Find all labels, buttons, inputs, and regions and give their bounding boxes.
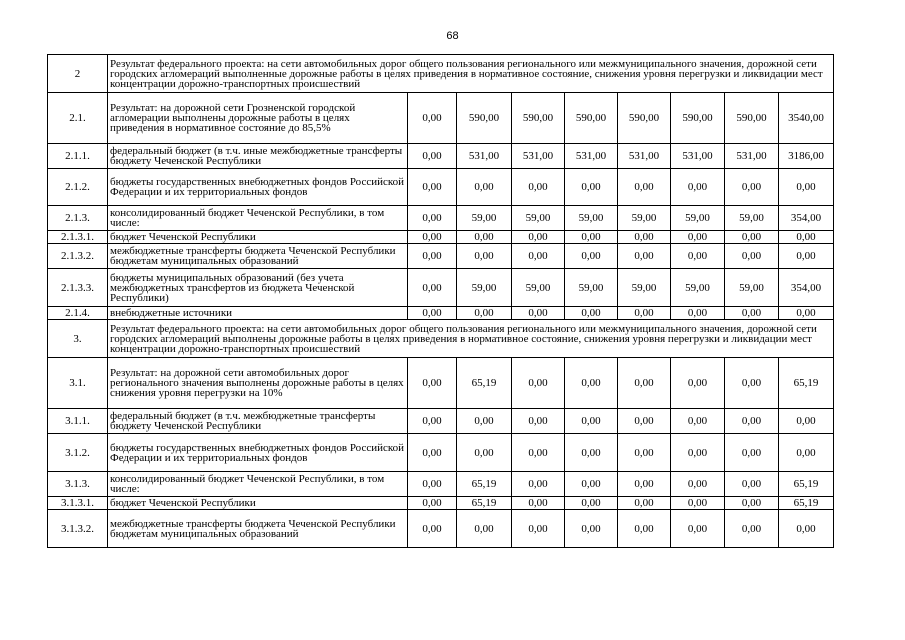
total-cell: 354,00: [779, 269, 834, 307]
value-cell: 0,00: [457, 409, 512, 434]
value-cell: 590,00: [457, 93, 512, 144]
row-code: 3.1.3.: [48, 472, 108, 497]
value-cell: 0,00: [408, 269, 457, 307]
value-cell: 0,00: [671, 472, 725, 497]
value-cell: 590,00: [671, 93, 725, 144]
row-code: 2.1.2.: [48, 169, 108, 206]
value-cell: 590,00: [618, 93, 671, 144]
value-cell: 0,00: [618, 497, 671, 510]
row-name: бюджеты муниципальных образований (без учета межбюджетных трансфертов из бюджета Чеченской Республики): [108, 269, 408, 307]
row-name: бюджет Чеченской Республики: [108, 231, 408, 244]
value-cell: 0,00: [565, 358, 618, 409]
value-cell: 0,00: [512, 472, 565, 497]
value-cell: 0,00: [565, 409, 618, 434]
value-cell: 0,00: [512, 169, 565, 206]
row-code: 2.1.3.1.: [48, 231, 108, 244]
value-cell: 0,00: [671, 231, 725, 244]
row-name: Результат: на дорожной сети автомобильных дорог регионального значения выполнены дорожные работы в целях снижения уровня перегрузки на 10%: [108, 358, 408, 409]
row-name: бюджеты государственных внебюджетных фондов Российской Федерации и их территориальных фондов: [108, 169, 408, 206]
value-cell: 0,00: [512, 244, 565, 269]
table-row: [48, 358, 834, 409]
value-cell: 0,00: [671, 169, 725, 206]
value-cell: 0,00: [618, 434, 671, 472]
table-row: [48, 93, 834, 144]
value-cell: 59,00: [618, 269, 671, 307]
value-cell: 0,00: [671, 497, 725, 510]
value-cell: 0,00: [618, 358, 671, 409]
total-cell: 0,00: [779, 434, 834, 472]
value-cell: 590,00: [565, 93, 618, 144]
value-cell: 0,00: [565, 244, 618, 269]
value-cell: 590,00: [725, 93, 779, 144]
table-row: [48, 497, 834, 510]
total-cell: 65,19: [779, 497, 834, 510]
value-cell: 0,00: [408, 472, 457, 497]
total-cell: 354,00: [779, 206, 834, 231]
value-cell: 0,00: [725, 497, 779, 510]
value-cell: 0,00: [725, 409, 779, 434]
total-cell: 0,00: [779, 409, 834, 434]
value-cell: 0,00: [725, 244, 779, 269]
value-cell: 0,00: [408, 409, 457, 434]
value-cell: 0,00: [457, 434, 512, 472]
value-cell: 0,00: [618, 231, 671, 244]
row-code: 3.1.3.1.: [48, 497, 108, 510]
row-name: межбюджетные трансферты бюджета Чеченской Республики бюджетам муниципальных образований: [108, 510, 408, 548]
value-cell: 0,00: [565, 231, 618, 244]
page-number: 68: [446, 30, 459, 42]
total-cell: 0,00: [779, 169, 834, 206]
value-cell: 0,00: [408, 93, 457, 144]
value-cell: 59,00: [512, 269, 565, 307]
value-cell: 0,00: [618, 472, 671, 497]
value-cell: 59,00: [671, 269, 725, 307]
table-row: [48, 206, 834, 231]
table-row: [48, 434, 834, 472]
table-row: [48, 307, 834, 320]
row-code: 3.1.1.: [48, 409, 108, 434]
table-row: [48, 472, 834, 497]
value-cell: 531,00: [725, 144, 779, 169]
value-cell: 0,00: [565, 434, 618, 472]
value-cell: 0,00: [512, 307, 565, 320]
value-cell: 0,00: [725, 510, 779, 548]
total-cell: 0,00: [779, 510, 834, 548]
value-cell: 0,00: [408, 510, 457, 548]
value-cell: 590,00: [512, 93, 565, 144]
value-cell: 0,00: [618, 307, 671, 320]
value-cell: 0,00: [512, 409, 565, 434]
value-cell: 0,00: [565, 169, 618, 206]
value-cell: 0,00: [671, 307, 725, 320]
value-cell: 0,00: [408, 144, 457, 169]
value-cell: 0,00: [565, 307, 618, 320]
row-name: Результат: на дорожной сети Грозненской городской агломерации выполнены дорожные работы в целях приведения в нормативное состояние до 85,5%: [108, 93, 408, 144]
row-code: 3.1.3.2.: [48, 510, 108, 548]
row-name: консолидированный бюджет Чеченской Республики, в том числе:: [108, 206, 408, 231]
row-name: консолидированный бюджет Чеченской Республики, в том числе:: [108, 472, 408, 497]
row-name: внебюджетные источники: [108, 307, 408, 320]
value-cell: 59,00: [565, 269, 618, 307]
value-cell: 0,00: [408, 434, 457, 472]
value-cell: 59,00: [725, 269, 779, 307]
table-row: [48, 409, 834, 434]
row-name: федеральный бюджет (в т.ч. иные межбюджетные трансферты бюджету Чеченской Республики: [108, 144, 408, 169]
section-code: 2: [48, 55, 108, 93]
table-row: [48, 244, 834, 269]
table-row: [48, 231, 834, 244]
value-cell: 0,00: [408, 244, 457, 269]
value-cell: 531,00: [618, 144, 671, 169]
value-cell: 0,00: [457, 244, 512, 269]
value-cell: 0,00: [512, 231, 565, 244]
value-cell: 0,00: [457, 169, 512, 206]
table-row: [48, 169, 834, 206]
value-cell: 0,00: [618, 510, 671, 548]
budget-table-body: [48, 55, 834, 548]
section-header-row: [48, 55, 834, 93]
value-cell: 59,00: [512, 206, 565, 231]
row-code: 2.1.: [48, 93, 108, 144]
total-cell: 0,00: [779, 244, 834, 269]
value-cell: 0,00: [618, 409, 671, 434]
value-cell: 0,00: [565, 472, 618, 497]
value-cell: 0,00: [457, 231, 512, 244]
value-cell: 0,00: [408, 497, 457, 510]
value-cell: 531,00: [671, 144, 725, 169]
value-cell: 0,00: [725, 434, 779, 472]
table-row: [48, 269, 834, 307]
value-cell: 59,00: [457, 269, 512, 307]
total-cell: 65,19: [779, 358, 834, 409]
section-title: Результат федерального проекта: на сети автомобильных дорог общего пользования регионального или межмуниципального значения, дорожной сети городских агломераций выполнены дорожные работы в целях приведения в нормативное состояние, снижения уровня перегрузки и ликвидации мест концентрации дорожно-транспортных происшествий: [108, 320, 834, 358]
budget-table: [47, 54, 834, 548]
value-cell: 59,00: [457, 206, 512, 231]
value-cell: 65,19: [457, 358, 512, 409]
row-code: 3.1.2.: [48, 434, 108, 472]
value-cell: 0,00: [408, 307, 457, 320]
value-cell: 65,19: [457, 497, 512, 510]
value-cell: 0,00: [457, 510, 512, 548]
row-code: 2.1.3.2.: [48, 244, 108, 269]
value-cell: 59,00: [725, 206, 779, 231]
value-cell: 0,00: [618, 244, 671, 269]
row-name: федеральный бюджет (в т.ч. межбюджетные трансферты бюджету Чеченской Республики: [108, 409, 408, 434]
value-cell: 0,00: [565, 510, 618, 548]
row-name: бюджеты государственных внебюджетных фондов Российской Федерации и их территориальных фондов: [108, 434, 408, 472]
value-cell: 0,00: [725, 169, 779, 206]
row-name: бюджет Чеченской Республики: [108, 497, 408, 510]
value-cell: 59,00: [618, 206, 671, 231]
value-cell: 0,00: [725, 358, 779, 409]
section-code: 3.: [48, 320, 108, 358]
value-cell: 0,00: [408, 231, 457, 244]
value-cell: 0,00: [671, 358, 725, 409]
value-cell: 531,00: [565, 144, 618, 169]
value-cell: 0,00: [408, 358, 457, 409]
value-cell: 0,00: [671, 434, 725, 472]
value-cell: 0,00: [725, 472, 779, 497]
value-cell: 0,00: [671, 244, 725, 269]
row-code: 2.1.3.: [48, 206, 108, 231]
value-cell: 59,00: [671, 206, 725, 231]
value-cell: 0,00: [725, 307, 779, 320]
value-cell: 0,00: [512, 497, 565, 510]
section-header-row: [48, 320, 834, 358]
value-cell: 0,00: [512, 358, 565, 409]
value-cell: 0,00: [725, 231, 779, 244]
value-cell: 59,00: [565, 206, 618, 231]
total-cell: 0,00: [779, 307, 834, 320]
value-cell: 0,00: [618, 169, 671, 206]
value-cell: 0,00: [671, 409, 725, 434]
row-code: 3.1.: [48, 358, 108, 409]
row-code: 2.1.1.: [48, 144, 108, 169]
value-cell: 0,00: [512, 434, 565, 472]
table-row: [48, 144, 834, 169]
section-title: Результат федерального проекта: на сети автомобильных дорог общего пользования регионального или межмуниципального значения, дорожной сети городских агломераций выполненные дорожные работы в целях приведения в нормативное состояние, снижения уровня перегрузки и ликвидации мест концентрации дорожно-транспортных происшествий: [108, 55, 834, 93]
row-code: 2.1.3.3.: [48, 269, 108, 307]
row-code: 2.1.4.: [48, 307, 108, 320]
value-cell: 0,00: [512, 510, 565, 548]
value-cell: 0,00: [457, 307, 512, 320]
value-cell: 0,00: [408, 206, 457, 231]
row-name: межбюджетные трансферты бюджета Чеченской Республики бюджетам муниципальных образований: [108, 244, 408, 269]
total-cell: 0,00: [779, 231, 834, 244]
total-cell: 65,19: [779, 472, 834, 497]
value-cell: 531,00: [457, 144, 512, 169]
value-cell: 0,00: [671, 510, 725, 548]
table-row: [48, 510, 834, 548]
total-cell: 3540,00: [779, 93, 834, 144]
total-cell: 3186,00: [779, 144, 834, 169]
value-cell: 65,19: [457, 472, 512, 497]
value-cell: 0,00: [408, 169, 457, 206]
value-cell: 531,00: [512, 144, 565, 169]
value-cell: 0,00: [565, 497, 618, 510]
